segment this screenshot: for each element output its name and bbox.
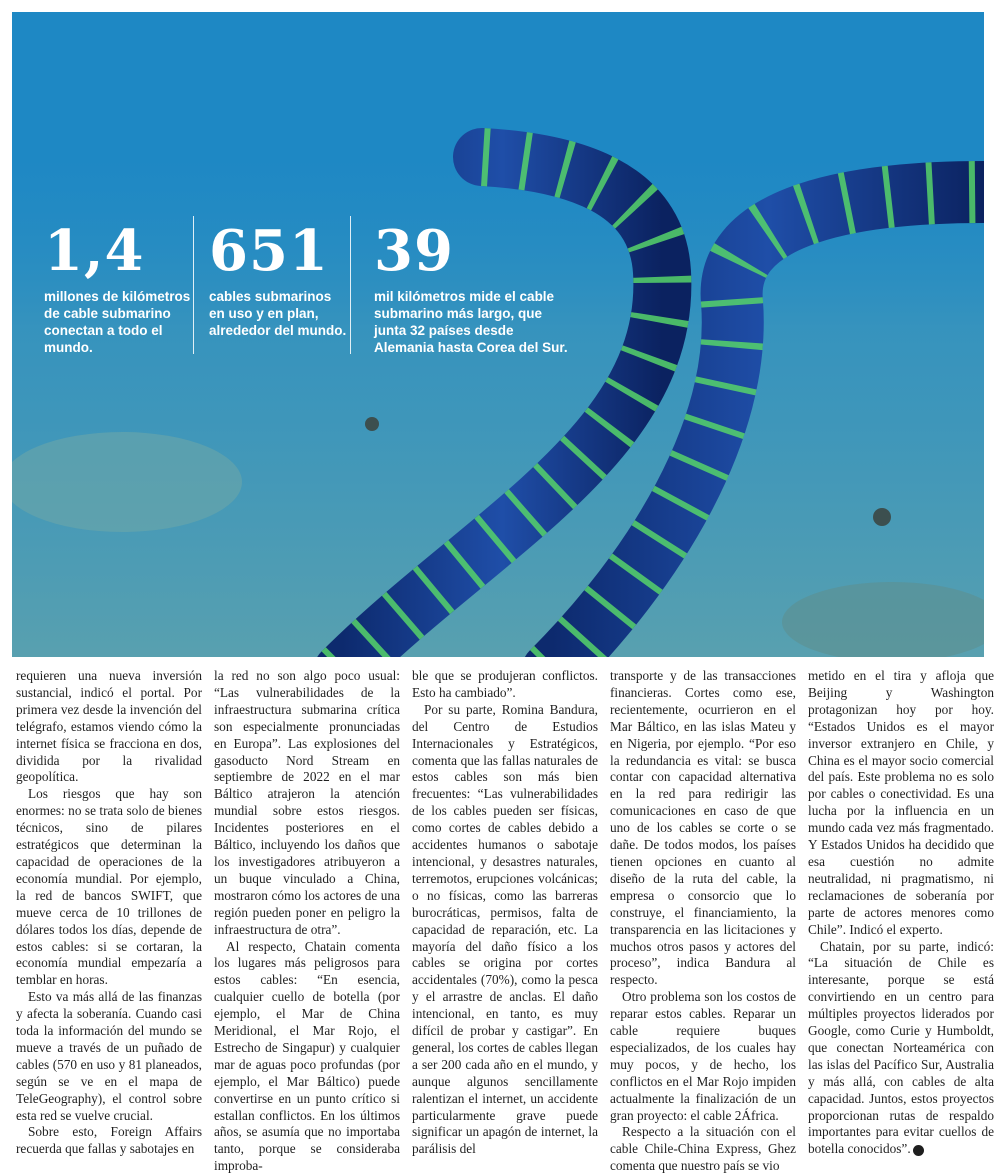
stat-1-number: 1,4 xyxy=(44,222,194,280)
paragraph: metido en el tira y afloja que Beijing y Washington protagonizan hoy por hoy. “Estados Unidos es el mayor inversor extranjero en Chile, y China es el mayor socio comercial del país. Este problema no es solo por cables o conectividad. Es una lucha por la influencia en un mundo cada vez más fragmentado. Y Estados Unidos ha decidido que esa cuestión no admite neutralidad, ni pragmatismo, ni reclamaciones de soberanía por parte de actores menores como Chile”. Indicó el experto. xyxy=(808,668,994,939)
paragraph: Al respecto, Chatain comenta los lugares más peligrosos para estos cables: “En esencia, cualquier cuello de botella (por ejemplo, el Mar de China Meridional, el Mar Rojo, el Estrecho de Singapur) y cualquier mar de aguas poco profundas (por ejemplo, el Mar Báltico) puede convertirse en un punto crítico si estallan conflictos. En los últimos años, se asumía que no importaba tanto, porque se consideraba improba- xyxy=(214,939,400,1175)
paragraph: requieren una nueva inversión sustancial, indicó el portal. Por primera vez desde la invención del telégrafo, estamos viendo cómo la internet física se fracciona en dos, dividida por la rivalidad geopolítica. xyxy=(16,668,202,786)
paragraph: Por su parte, Romina Bandura, del Centro de Estudios Internacionales y Estratégicos, comenta que las fallas naturales de estos cables son más bien frecuentes: “Las vulnerabilidades de los cables pueden ser físicas, como cortes de cables debido a accidentes humanos o sabotaje intencional, y desastres naturales, terremotos, erupciones volcánicas; o no físicas, como las barreras burocráticas, permisos, falta de capacidad de reparación, etc. La mayoría del daño físico a los cables se origina por cortes accidentales (70%), como la pesca y el arrastre de anclas. El daño intencional, en tanto, es muy difícil de probar y castigar”. En general, los cortes de cables llegan a ser 200 cada año en el mundo, y aunque algunos sencillamente ralentizan el internet, un accidente particularmente grave puede significar un apagón de internet, la parálisis del xyxy=(412,702,598,1158)
article-column-5 xyxy=(808,668,994,1158)
paragraph: Otro problema son los costos de reparar estos cables. Reparar un cable requiere buques especializados, de los cuales hay muy pocos, y de hecho, los conflictos en el Mar Rojo impiden actualmente la finalización de un gran proyecto: el cable 2África. xyxy=(610,989,796,1124)
stat-2 xyxy=(209,222,349,339)
paragraph: Respecto a la situación con el cable Chile-China Express, Ghez comenta que nuestro país se vio xyxy=(610,1124,796,1175)
stat-3-caption: mil kilómetros mide el cable submarino más largo, que junta 32 países desde Alemania hasta Corea del Sur. xyxy=(374,288,574,356)
stat-3-number: 39 xyxy=(374,222,574,280)
stat-2-number: 651 xyxy=(209,222,349,280)
article-column-1 xyxy=(16,668,202,1158)
paragraph: Esto va más allá de las finanzas y afecta la soberanía. Cuando casi toda la información del mundo se mueve a través de un puñado de cables (570 en uso y 81 planeados, según se ve en el mapa de TeleGeography), el control sobre esta red se vuelve crucial. xyxy=(16,989,202,1124)
article-column-2 xyxy=(214,668,400,1175)
stat-divider-1 xyxy=(193,216,194,354)
stat-divider-2 xyxy=(350,216,351,354)
stat-1-caption: millones de kilómetros de cable submarino conectan a todo el mundo. xyxy=(44,288,194,356)
end-mark-icon: P xyxy=(913,1145,924,1156)
paragraph: Sobre esto, Foreign Affairs recuerda que fallas y sabotajes en xyxy=(16,1124,202,1158)
stat-2-caption: cables submarinos en uso y en plan, alrededor del mundo. xyxy=(209,288,349,339)
article-column-4 xyxy=(610,668,796,1175)
stat-3 xyxy=(374,222,574,356)
paragraph-text: Chatain, por su parte, indicó: “La situación de Chile es interesante, porque se está convirtiendo en un centro para múltiples proyectos liderados por Google, como Curie y Humboldt, que conectan Norteamérica con las islas del Pacífico Sur, Australia y más allá, con cables de alta capacidad. Juntos, estos proyectos proporcionan rutas de respaldo importantes para evitar cuellos de botella conocidos”. xyxy=(808,939,994,1157)
stat-1 xyxy=(44,222,194,356)
paragraph: Los riesgos que hay son enormes: no se trata solo de bienes técnicos, sino de pilares estratégicos que determinan la capacidad de operaciones de la economía mundial. Por ejemplo, la red de bancos SWIFT, que mueve cerca de 10 trillones de dólares todos los días, depende de estos cables: si se cortaran, la economía mundial empezaría a temblar en horas. xyxy=(16,786,202,989)
hero-image xyxy=(12,12,984,657)
paragraph: ble que se produjeran conflictos. Esto ha cambiado”. xyxy=(412,668,598,702)
article-column-3 xyxy=(412,668,598,1158)
paragraph xyxy=(808,939,994,1159)
paragraph: la red no son algo poco usual: “Las vulnerabilidades de la infraestructura submarina crítica son especialmente pronunciadas en Europa”. Las explosiones del gasoducto Nord Stream en septiembre de 2022 en el mar Báltico atrajeron la atención mundial sobre estos riesgos. Incidentes posteriores en el Báltico, incluyendo los daños que los investigadores atribuyeron a un buque vinculado a China, mostraron cómo los actores de una región pueden poner en peligro la infraestructura de otra”. xyxy=(214,668,400,939)
paragraph: transporte y de las transacciones financieras. Cortes como ese, recientemente, ocurrieron en el Mar Báltico, en las islas Mateu y en Nigeria, por ejemplo. “Por eso la redundancia es vital: se busca contar con capacidad alternativa en la red para redirigir las comunicaciones en caso de que uno de los cables se corte o se dañe. De todos modos, los países tienen opciones en cuanto al diseño de la ruta del cable, la empresa o consorcio que lo construye, el financiamiento, la transparencia en las licitaciones y muchos otros pasos y actores del proceso”, indica Bandura al respecto. xyxy=(610,668,796,989)
